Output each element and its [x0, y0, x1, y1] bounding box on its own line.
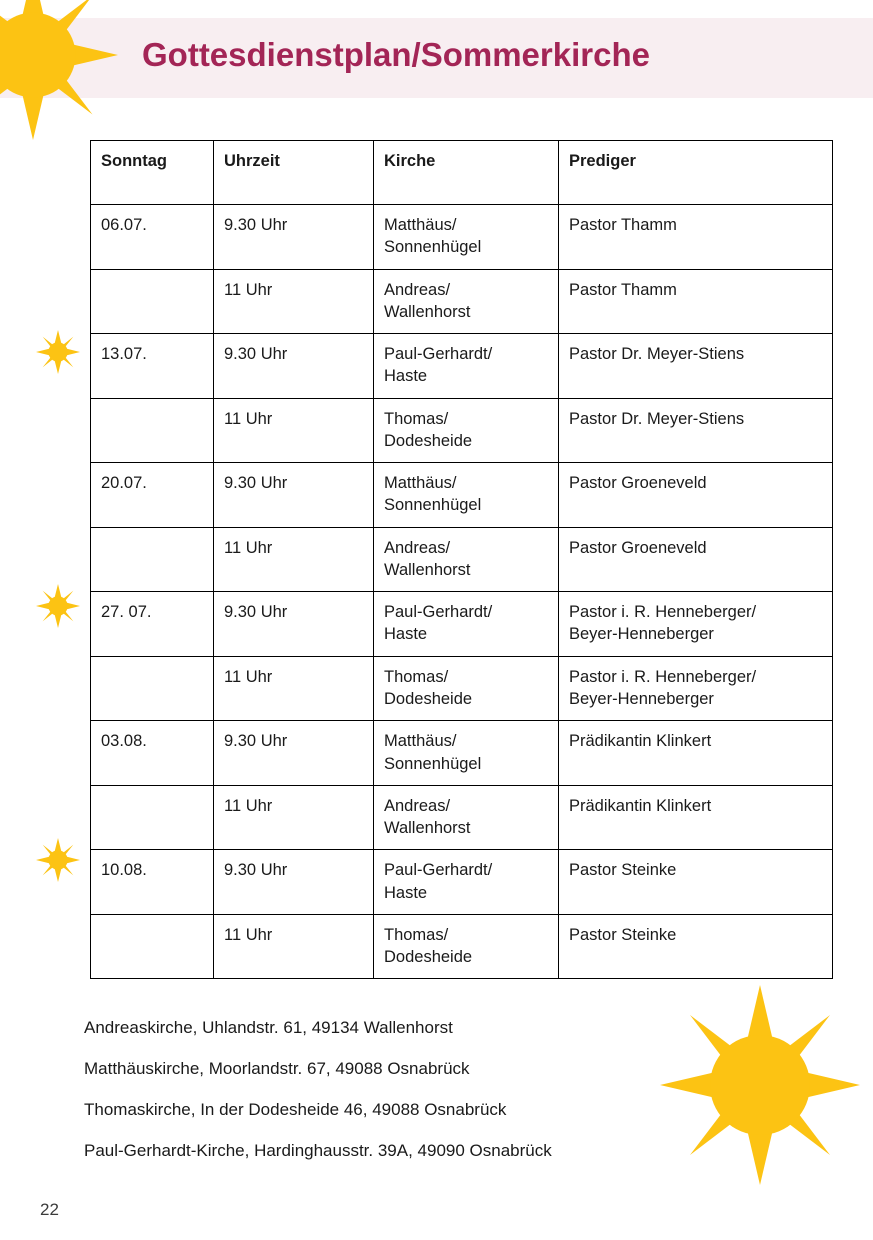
cell-kirche-line2: Wallenhorst [384, 819, 471, 838]
service-schedule-table [90, 140, 832, 979]
cell-kirche-line2: Dodesheide [384, 948, 473, 967]
cell-prediger [559, 527, 833, 592]
cell-prediger-line1: Pastor i. R. Henneberger/ [569, 603, 757, 622]
cell-kirche-line1: Andreas/ [384, 796, 451, 815]
cell-kirche [374, 334, 559, 399]
cell-prediger-line1: Pastor Steinke [569, 861, 677, 880]
cell-sonntag [91, 527, 214, 592]
cell-uhrzeit: 11 Uhr [214, 914, 374, 979]
cell-kirche [374, 721, 559, 786]
cell-kirche-line1: Paul-Gerhardt/ [384, 861, 493, 880]
table-row [91, 592, 833, 657]
sun-icon [36, 330, 80, 374]
cell-prediger-line1: Prädikantin Klinkert [569, 732, 712, 751]
cell-prediger-line1: Pastor Dr. Meyer-Stiens [569, 409, 745, 428]
table-header-row [91, 141, 833, 205]
cell-prediger [559, 592, 833, 657]
cell-prediger [559, 721, 833, 786]
table-row [91, 656, 833, 721]
cell-prediger-line2: Beyer-Henneberger [569, 625, 714, 644]
cell-uhrzeit: 9.30 Uhr [214, 334, 374, 399]
cell-sonntag [91, 914, 214, 979]
cell-kirche-line1: Andreas/ [384, 280, 451, 299]
cell-sonntag: 13.07. [91, 334, 214, 399]
cell-uhrzeit: 11 Uhr [214, 785, 374, 850]
cell-kirche-line1: Paul-Gerhardt/ [384, 345, 493, 364]
cell-kirche-line1: Matthäus/ [384, 216, 457, 234]
column-header-prediger: Prediger [559, 141, 833, 205]
cell-prediger [559, 914, 833, 979]
cell-sonntag [91, 656, 214, 721]
cell-sonntag: 03.08. [91, 721, 214, 786]
cell-sonntag [91, 398, 214, 463]
table-row [91, 398, 833, 463]
cell-prediger-line1: Pastor Steinke [569, 925, 677, 944]
cell-prediger-line1: Pastor Thamm [569, 216, 677, 234]
cell-uhrzeit: 9.30 Uhr [214, 592, 374, 657]
cell-prediger-line1: Pastor Groeneveld [569, 474, 707, 493]
cell-prediger [559, 463, 833, 528]
cell-kirche [374, 463, 559, 528]
table-row [91, 721, 833, 786]
column-header-kirche: Kirche [374, 141, 559, 205]
cell-kirche-line1: Matthäus/ [384, 732, 457, 751]
cell-kirche [374, 269, 559, 334]
cell-kirche-line2: Wallenhorst [384, 302, 471, 321]
cell-kirche [374, 850, 559, 915]
cell-prediger [559, 850, 833, 915]
cell-kirche-line2: Haste [384, 883, 428, 902]
cell-kirche-line2: Haste [384, 625, 428, 644]
cell-prediger-line1: Pastor i. R. Henneberger/ [569, 667, 757, 686]
cell-kirche-line1: Paul-Gerhardt/ [384, 603, 493, 622]
cell-sonntag: 20.07. [91, 463, 214, 528]
table-row [91, 463, 833, 528]
cell-prediger [559, 785, 833, 850]
cell-kirche [374, 398, 559, 463]
cell-uhrzeit: 11 Uhr [214, 269, 374, 334]
cell-sonntag: 06.07. [91, 205, 214, 270]
cell-sonntag [91, 269, 214, 334]
table-row [91, 850, 833, 915]
cell-uhrzeit: 11 Uhr [214, 656, 374, 721]
cell-prediger-line1: Pastor Groeneveld [569, 538, 707, 557]
cell-sonntag [91, 785, 214, 850]
cell-prediger [559, 398, 833, 463]
cell-kirche [374, 527, 559, 592]
table-row [91, 527, 833, 592]
cell-uhrzeit: 11 Uhr [214, 398, 374, 463]
cell-kirche [374, 592, 559, 657]
address-item: Paul-Gerhardt-Kirche, Hardinghausstr. 39A, 49090 Osnabrück [84, 1141, 552, 1160]
cell-kirche-line2: Dodesheide [384, 689, 473, 708]
cell-kirche-line2: Sonnenhügel [384, 754, 482, 773]
cell-kirche-line2: Sonnenhügel [384, 238, 482, 257]
cell-uhrzeit: 9.30 Uhr [214, 205, 374, 270]
cell-sonntag: 27. 07. [91, 592, 214, 657]
cell-prediger-line1: Prädikantin Klinkert [569, 796, 712, 815]
cell-kirche-line1: Thomas/ [384, 667, 449, 686]
cell-kirche-line1: Thomas/ [384, 409, 449, 428]
address-list [84, 1018, 704, 1182]
address-item: Andreaskirche, Uhlandstr. 61, 49134 Wallenhorst [84, 1018, 453, 1037]
table-row [91, 334, 833, 399]
column-header-sonntag: Sonntag [91, 141, 214, 205]
cell-kirche-line2: Wallenhorst [384, 560, 471, 579]
cell-uhrzeit: 11 Uhr [214, 527, 374, 592]
address-item: Thomaskirche, In der Dodesheide 46, 49088 Osnabrück [84, 1100, 507, 1119]
sun-icon [36, 584, 80, 628]
cell-uhrzeit: 9.30 Uhr [214, 721, 374, 786]
cell-prediger [559, 656, 833, 721]
cell-prediger-line1: Pastor Dr. Meyer-Stiens [569, 345, 745, 364]
cell-kirche-line1: Thomas/ [384, 925, 449, 944]
table-row [91, 785, 833, 850]
sun-icon [36, 838, 80, 882]
cell-kirche-line1: Andreas/ [384, 538, 451, 557]
cell-kirche [374, 785, 559, 850]
cell-prediger [559, 269, 833, 334]
address-item: Matthäuskirche, Moorlandstr. 67, 49088 Osnabrück [84, 1059, 470, 1078]
cell-kirche-line1: Matthäus/ [384, 474, 457, 493]
table-row [91, 269, 833, 334]
cell-prediger-line1: Pastor Thamm [569, 280, 677, 299]
page-title: Gottesdienstplan/Sommerkirche [142, 36, 650, 73]
cell-kirche [374, 656, 559, 721]
table-row [91, 914, 833, 979]
column-header-uhrzeit: Uhrzeit [214, 141, 374, 205]
cell-kirche [374, 914, 559, 979]
cell-prediger-line2: Beyer-Henneberger [569, 689, 714, 708]
cell-uhrzeit: 9.30 Uhr [214, 463, 374, 528]
cell-kirche-line2: Haste [384, 367, 428, 386]
cell-kirche-line2: Dodesheide [384, 431, 473, 450]
cell-kirche-line2: Sonnenhügel [384, 496, 482, 515]
page-number: 22 [40, 1200, 59, 1219]
cell-prediger [559, 205, 833, 270]
table-row [91, 205, 833, 270]
cell-sonntag: 10.08. [91, 850, 214, 915]
cell-uhrzeit: 9.30 Uhr [214, 850, 374, 915]
cell-prediger [559, 334, 833, 399]
cell-kirche [374, 205, 559, 270]
